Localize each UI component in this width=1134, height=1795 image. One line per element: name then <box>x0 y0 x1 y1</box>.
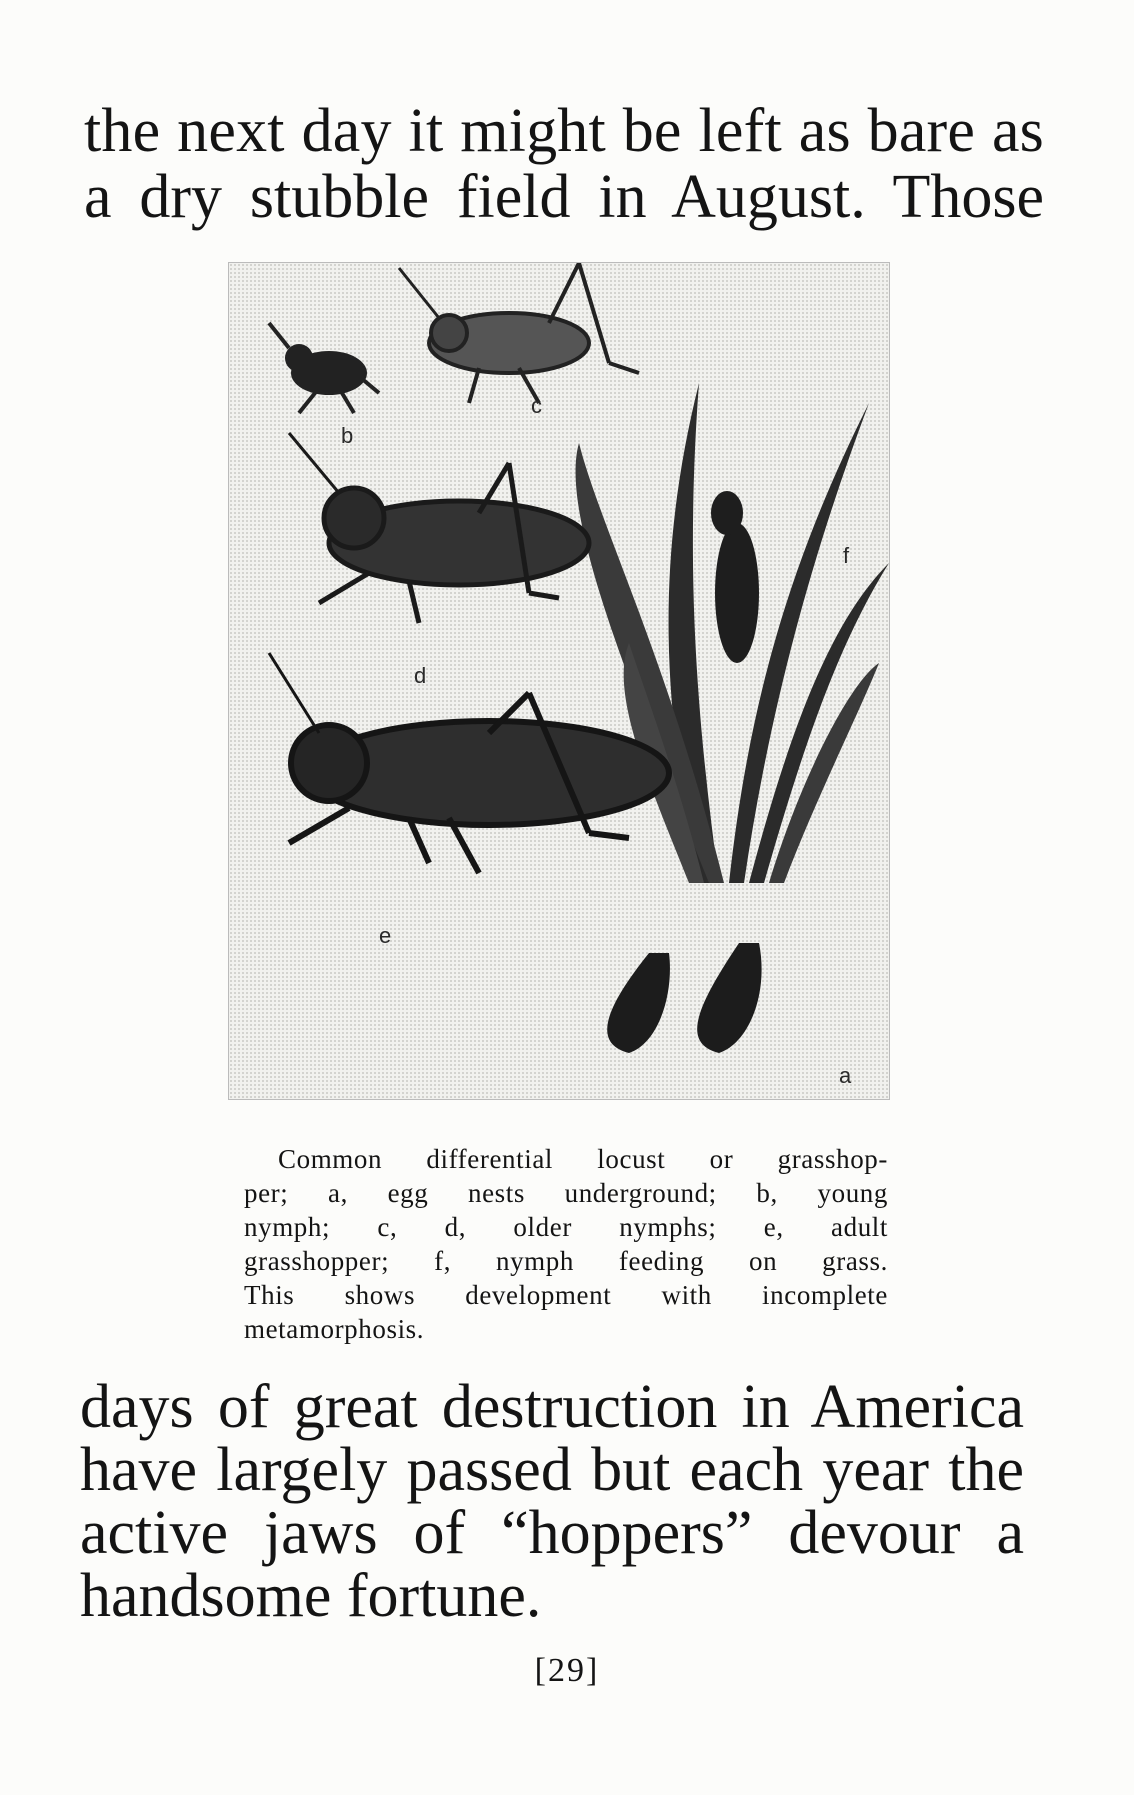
text-line: the next day it might be left as bare as <box>84 97 1044 165</box>
text-line: have largely passed but each year the <box>80 1436 1024 1504</box>
adult-grasshopper-e <box>269 653 669 873</box>
label-f: f <box>843 543 850 568</box>
nymph-d <box>289 433 589 623</box>
text-line: days of great destruction in America <box>80 1373 1024 1441</box>
grasshopper-illustration <box>228 262 890 1100</box>
paragraph-bottom <box>80 1373 1024 1630</box>
illustration-drawing <box>229 263 889 1099</box>
caption-line: grasshopper; f, nymph feeding on grass. <box>244 1246 888 1276</box>
label-c: c <box>531 393 542 418</box>
text-line: a dry stubble field in August. Those <box>84 163 1044 231</box>
paragraph-top <box>84 98 1044 230</box>
text-line: handsome fortune. <box>80 1562 542 1630</box>
page-number: [29] <box>534 1652 600 1689</box>
label-a: a <box>839 1063 852 1088</box>
caption-line: nymph; c, d, older nymphs; e, adult <box>244 1212 888 1242</box>
text-line: active jaws of “hoppers” devour a <box>80 1499 1024 1567</box>
nymph-f <box>711 491 759 663</box>
label-e: e <box>379 923 392 948</box>
caption-line: This shows development with incomplete <box>244 1280 888 1310</box>
nymph-c <box>399 263 639 403</box>
caption-line: Common differential locust or grasshop- <box>278 1144 888 1174</box>
label-b: b <box>341 423 354 448</box>
label-d: d <box>414 663 427 688</box>
egg-pods-a <box>607 943 761 1053</box>
caption-line: metamorphosis. <box>244 1314 425 1344</box>
nymph-b <box>269 323 379 413</box>
caption-line: per; a, egg nests underground; b, young <box>244 1178 888 1208</box>
figure-caption <box>244 1142 888 1346</box>
